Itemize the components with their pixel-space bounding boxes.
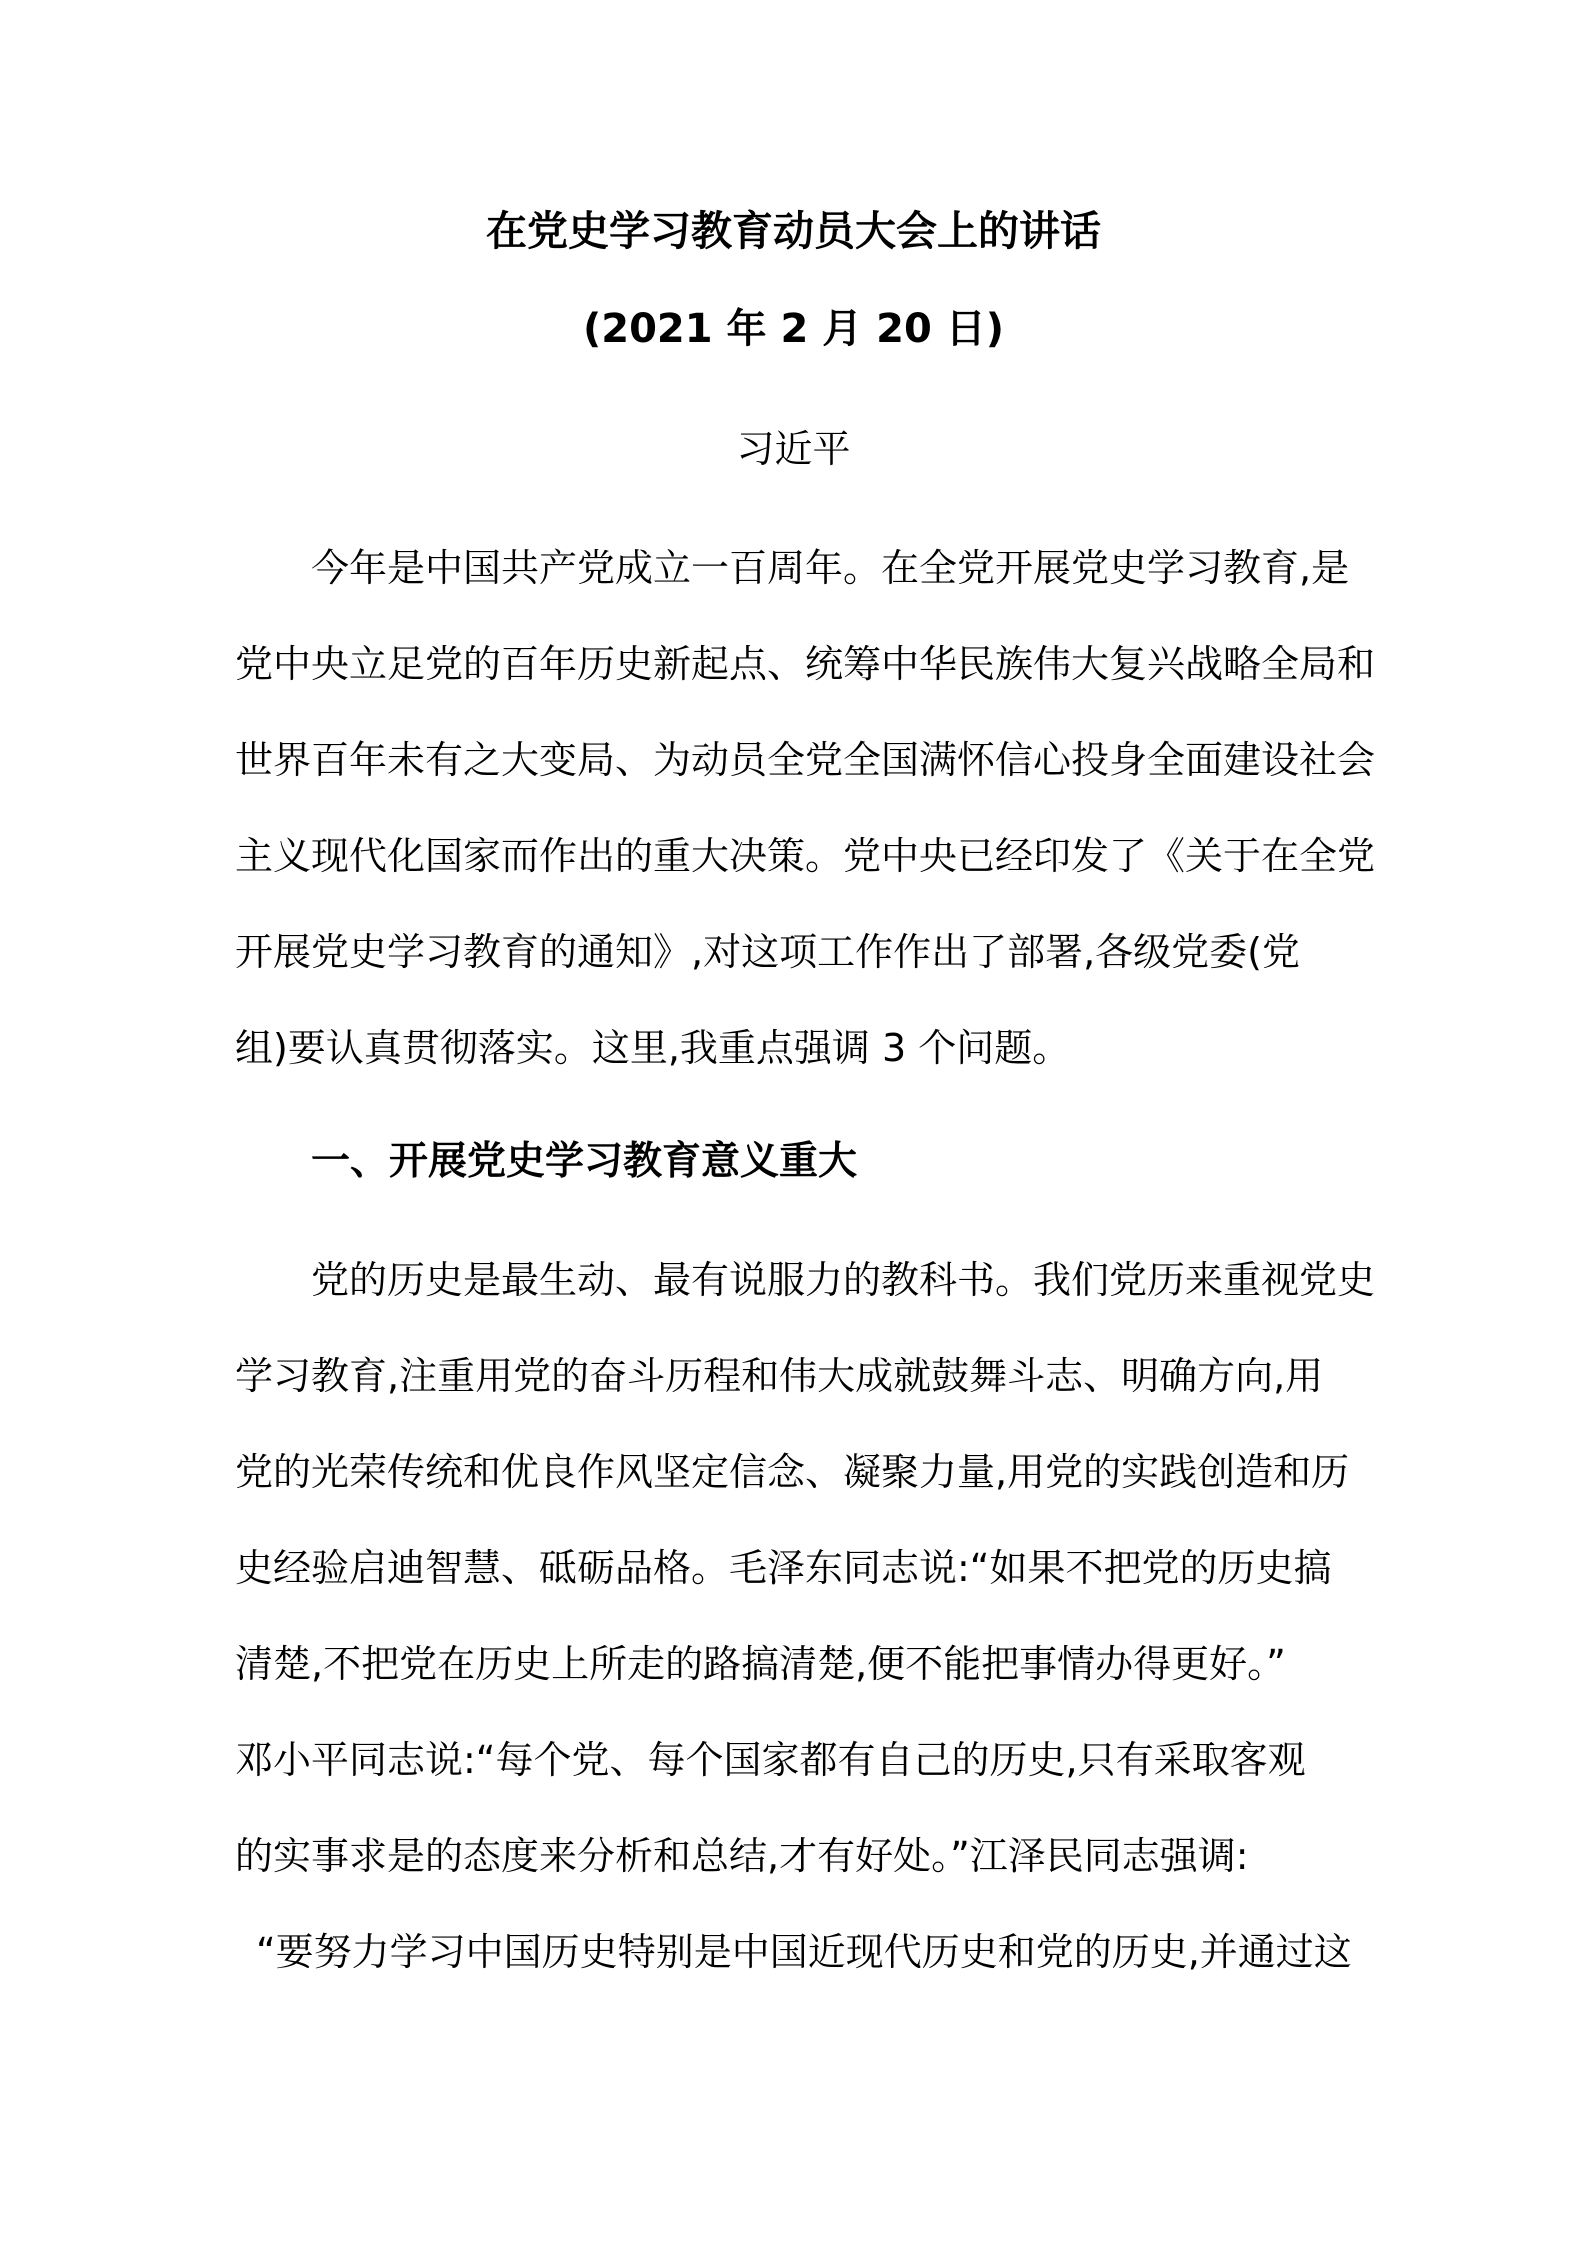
body-line: 党的光荣传统和优良作风坚定信念、凝聚力量,用党的实践创造和历 <box>235 1450 1350 1494</box>
body-line: “要努力学习中国历史特别是中国近现代历史和党的历史,并通过这 <box>256 1930 1352 1974</box>
body-line: 今年是中国共产党成立一百周年。在全党开展党史学习教育,是 <box>311 546 1350 590</box>
paragraph-2 <box>235 1232 1376 2000</box>
body-line: 党中央立足党的百年历史新起点、统筹中华民族伟大复兴战略全局和 <box>235 642 1376 686</box>
body-line: 世界百年未有之大变局、为动员全党全国满怀信心投身全面建设社会 <box>235 738 1376 782</box>
section-1-heading: 一、开展党史学习教育意义重大 <box>311 1139 858 1184</box>
body-line: 开展党史学习教育的通知》,对这项工作作出了部署,各级党委(党 <box>235 930 1300 974</box>
document-title: 在党史学习教育动员大会上的讲话 <box>486 207 1101 255</box>
body-line: 主义现代化国家而作出的重大决策。党中央已经印发了《关于在全党 <box>235 834 1376 878</box>
body-line: 清楚,不把党在历史上所走的路搞清楚,便不能把事情办得更好。” <box>235 1642 1286 1686</box>
document-date: (2021 年 2 月 20 日) <box>582 306 1004 352</box>
paragraph-1 <box>235 520 1376 1096</box>
body-line: 组)要认真贯彻落实。这里,我重点强调 3 个问题。 <box>235 1026 1071 1070</box>
body-line: 史经验启迪智慧、砥砺品格。毛泽东同志说:“如果不把党的历史搞 <box>235 1546 1332 1590</box>
body-line: 邓小平同志说:“每个党、每个国家都有自己的历史,只有采取客观 <box>235 1738 1306 1782</box>
body-line: 学习教育,注重用党的奋斗历程和伟大成就鼓舞斗志、明确方向,用 <box>235 1354 1324 1398</box>
body-line: 的实事求是的态度来分析和总结,才有好处。”江泽民同志强调: <box>235 1834 1249 1878</box>
body-line: 党的历史是最生动、最有说服力的教科书。我们党历来重视党史 <box>311 1258 1376 1302</box>
document-author: 习近平 <box>736 427 851 471</box>
